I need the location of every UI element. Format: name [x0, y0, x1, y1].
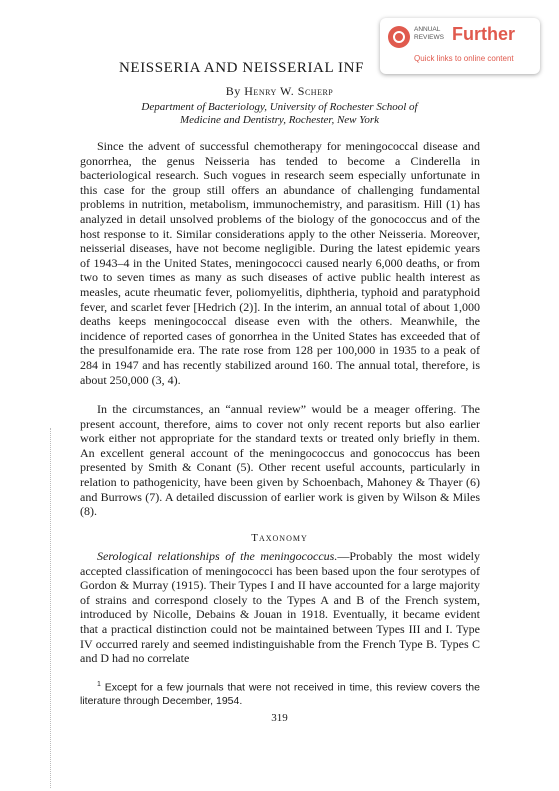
annual-reviews-further-badge[interactable] [380, 18, 540, 74]
taxonomy-section [80, 549, 480, 666]
author-name: Henry W. Scherp [244, 84, 334, 98]
intro-paragraph: Since the advent of successful chemotherapy for meningococcal disease and gonorrhea, the genus Neisseria has tended to become a Cinderella in bacteriological research. Such vogues in research seem especially unfortunate in this case for the group still offers an abundance of challenging fundamental problems in nutrition, metabolism, immunochemistry, and parasitism. Hill (1) has analyzed in detail unsolved problems of the biology of the gonococcus and of the host response to it. Similar considerations apply to the other Neisseria. Moreover, neisserial diseases, have not become negligible. During the latest epidemic years of 1943–4 in the United States, meningococci caused nearly 6,000 deaths, or from two to seven times as many as such diseases of active public health interest as measles, acute rheumatic fever, poliomyelitis, diphtheria, typhoid and paratyphoid fever, and scarlet fever [Hedrich (2)]. In the interim, an annual total of about 1,000 deaths keeps meningococcal disease even with the others. Meanwhile, the incidence of reported cases of gonorrhea in the United States has exceeded that of the presulfonamide era. The rate rose from 128 per 100,000 in 1935 to a peak of 284 in 1947 and has recently stabilized around 160. The annual total, therefore, is about 250,000 (3, 4). [80, 139, 480, 387]
further-subtitle: Quick links to online content [414, 54, 514, 63]
brand-line-2: REVIEWS [414, 34, 444, 41]
page-number: 319 [271, 712, 288, 724]
author-prefix: By [225, 84, 241, 98]
author-line [0, 84, 559, 99]
annual-reviews-logo-icon [388, 26, 410, 48]
intro-section [80, 139, 480, 387]
footnote [80, 678, 480, 708]
margin-scan-marks [50, 428, 53, 788]
taxonomy-paragraph [80, 549, 480, 666]
affiliation-line-1: Department of Bacteriology, University of Rochester School of [141, 101, 418, 113]
article-title: NEISSERIA AND NEISSERIAL INF [119, 60, 365, 76]
scope-paragraph: In the circumstances, an “annual review” would be a meager offering. The present account, therefore, aims to cover not only recent reports but also earlier work either not appropriate for the standard texts or treated only briefly in them. An excellent general account of the meningococcus and gonococcus has been presented by Smith & Conant (5). Other recent useful accounts, particularly in relation to pathogenicity, have been given by Schoenbach, Mahoney & Thayer (6) and Burrows (7). A detailed discussion of earlier work is given by Wilson & Miles (8). [80, 402, 480, 519]
taxonomy-lead: Serological relationships of the meningococcus. [97, 549, 338, 563]
taxonomy-text: —Probably the most widely accepted classification of meningococci has been based upon the four serotypes of Gordon & Murray (1915). Their Types I and II have accounted for a large majority of strains and correspond closely to the Types A and B of the French system, introduced by Nicolle, Debains & Jouan in 1918. Eventually, it became evident that a practical distinction could not be maintained between Types III and I. Type IV occurred rarely and seemed indistinguishable from the French Type B. Types C and D had no correlate [80, 549, 480, 666]
scope-section [80, 402, 480, 519]
section-heading-taxonomy: Taxonomy [251, 532, 308, 544]
footnote-marker: 1 [97, 681, 101, 688]
affiliation-line-2: Medicine and Dentistry, Rochester, New York [179, 114, 380, 126]
further-label: Further [452, 24, 515, 44]
footnote-text: Except for a few journals that were not received in time, this review covers the literature through December, 1954. [80, 681, 480, 707]
brand-line-1: ANNUAL [414, 26, 441, 33]
